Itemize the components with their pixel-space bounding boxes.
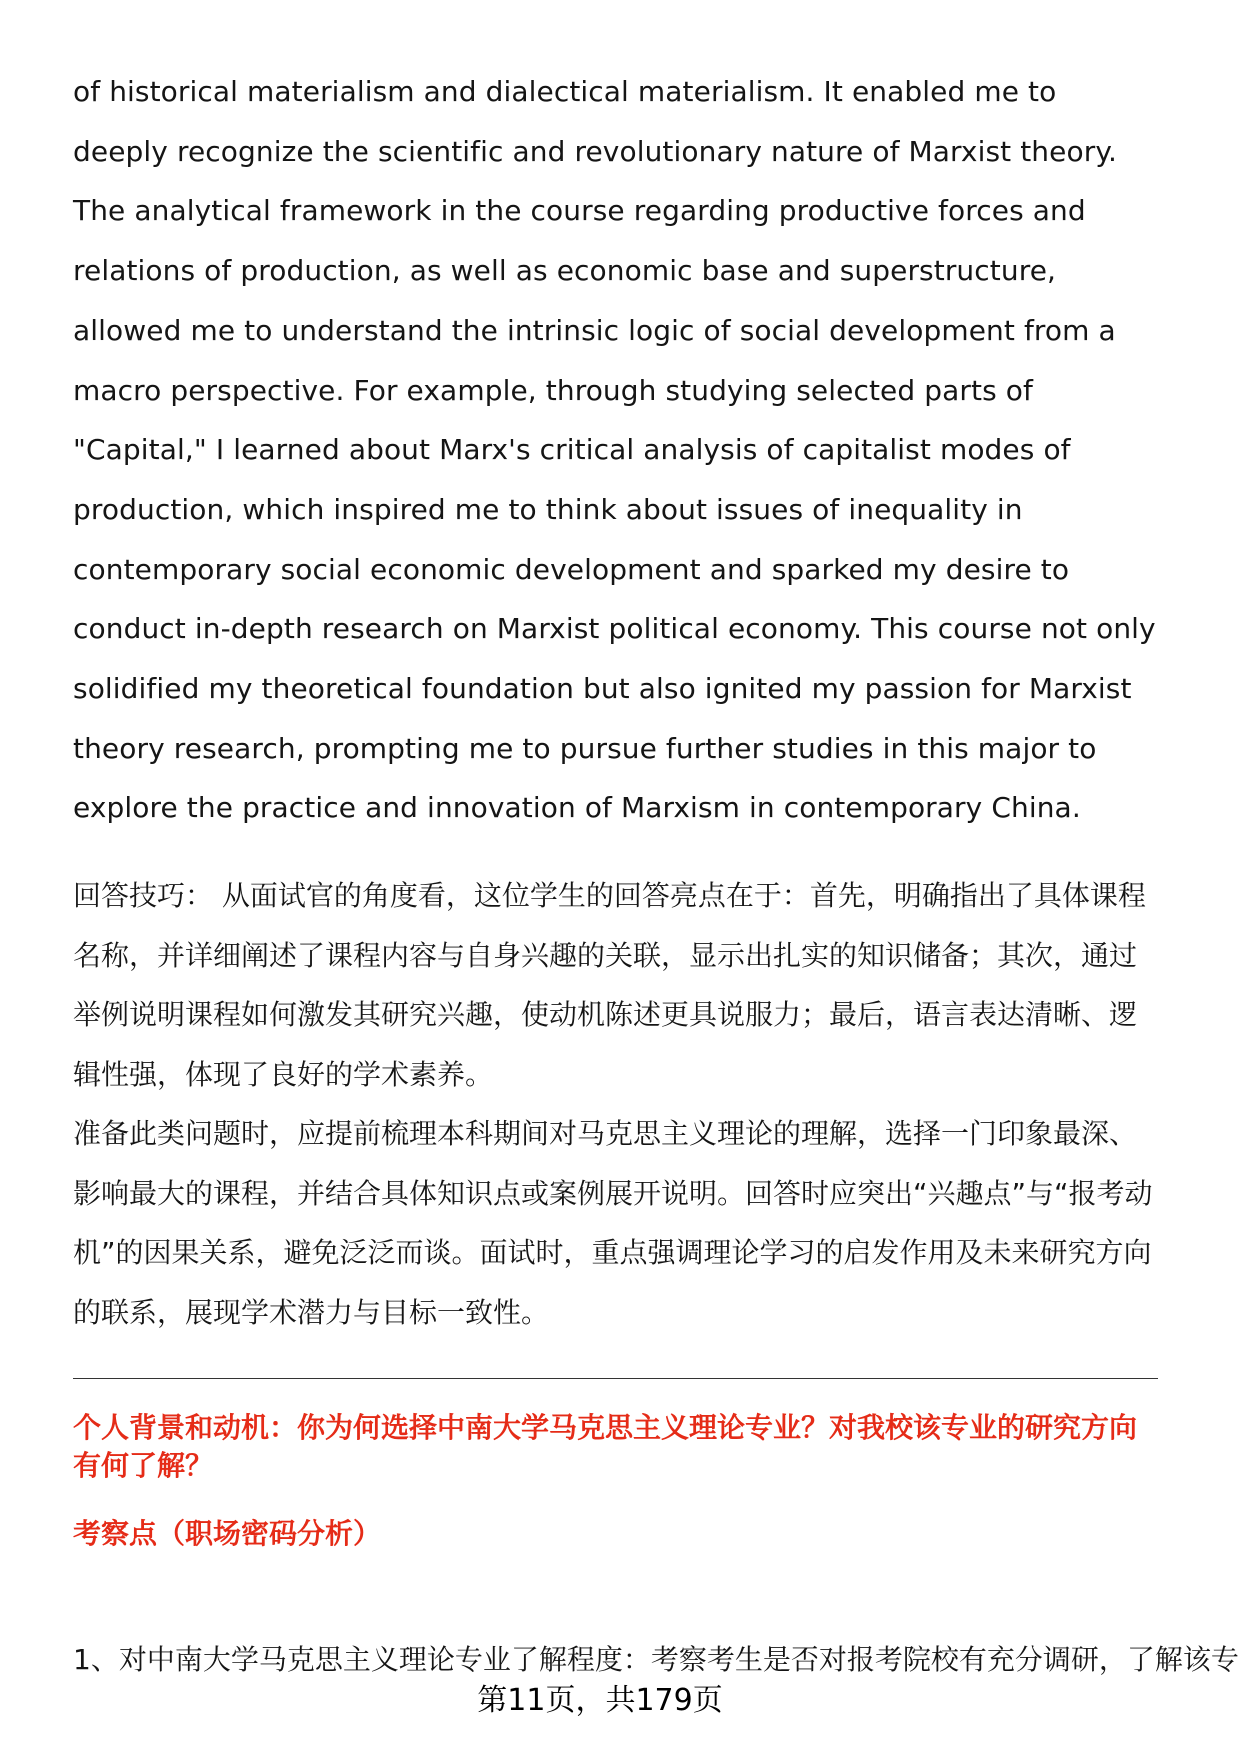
english-answer-paragraph: of historical materialism and dialectical materialism. It enabled me to deeply recognize the scientific and revolutionary nature of Marxist theory. The analytical framework in the course regarding productive forces and relations of production, as well as economic base and superstructure, allowed me to understand the intrinsic logic of social development from a macro perspective. For example, through studying selected parts of "Capital," I learned about Marx's critical analysis of capitalist modes of production, which inspired me to think about issues of inequality in contemporary social economic development and sparked my desire to conduct in-depth research on Marxist political economy. This course not only solidified my theoretical foundation but also ignited my passion for Marxist theory research, prompting me to pursue further studies in this major to explore the practice and innovation of Marxism in contemporary China. — [73, 75, 1156, 825]
assessment-points-heading: 考察点（职场密码分析） — [73, 1517, 382, 1551]
page-footer — [0, 1675, 1200, 1719]
question-heading: 个人背景和动机：你为何选择中南大学马克思主义理论专业？对我校该专业的研究方向有何了解？ — [73, 1411, 1138, 1483]
section-divider — [73, 1378, 1158, 1379]
tips-block — [73, 866, 1158, 1342]
answer-tips-paragraph: 回答技巧： 从面试官的角度看，这位学生的回答亮点在于：首先，明确指出了具体课程名称，并详细阐述了课程内容与自身兴趣的关联，显示出扎实的知识储备；其次，通过举例说明课程如何激发其研究兴趣，使动机陈述更具说服力；最后，语言表达清晰、逻辑性强，体现了良好的学术素养。 — [73, 879, 1146, 1091]
preparation-advice-paragraph: 准备此类问题时，应提前梳理本科期间对马克思主义理论的理解，选择一门印象最深、影响最大的课程，并结合具体知识点或案例展开说明。回答时应突出“兴趣点”与“报考动机”的因果关系，避免泛泛而谈。面试时，重点强调理论学习的启发作用及未来研究方向的联系，展现学术潜力与目标一致性。 — [73, 1117, 1153, 1329]
page-number-indicator: 第11页，共179页 — [471, 1683, 728, 1718]
cutoff-text: 1、对中南大学马克思主义理论专业了解程度：考察考生是否对报考院校有充分调研，了解该专 — [73, 1643, 1239, 1676]
page-content — [73, 62, 1158, 1553]
